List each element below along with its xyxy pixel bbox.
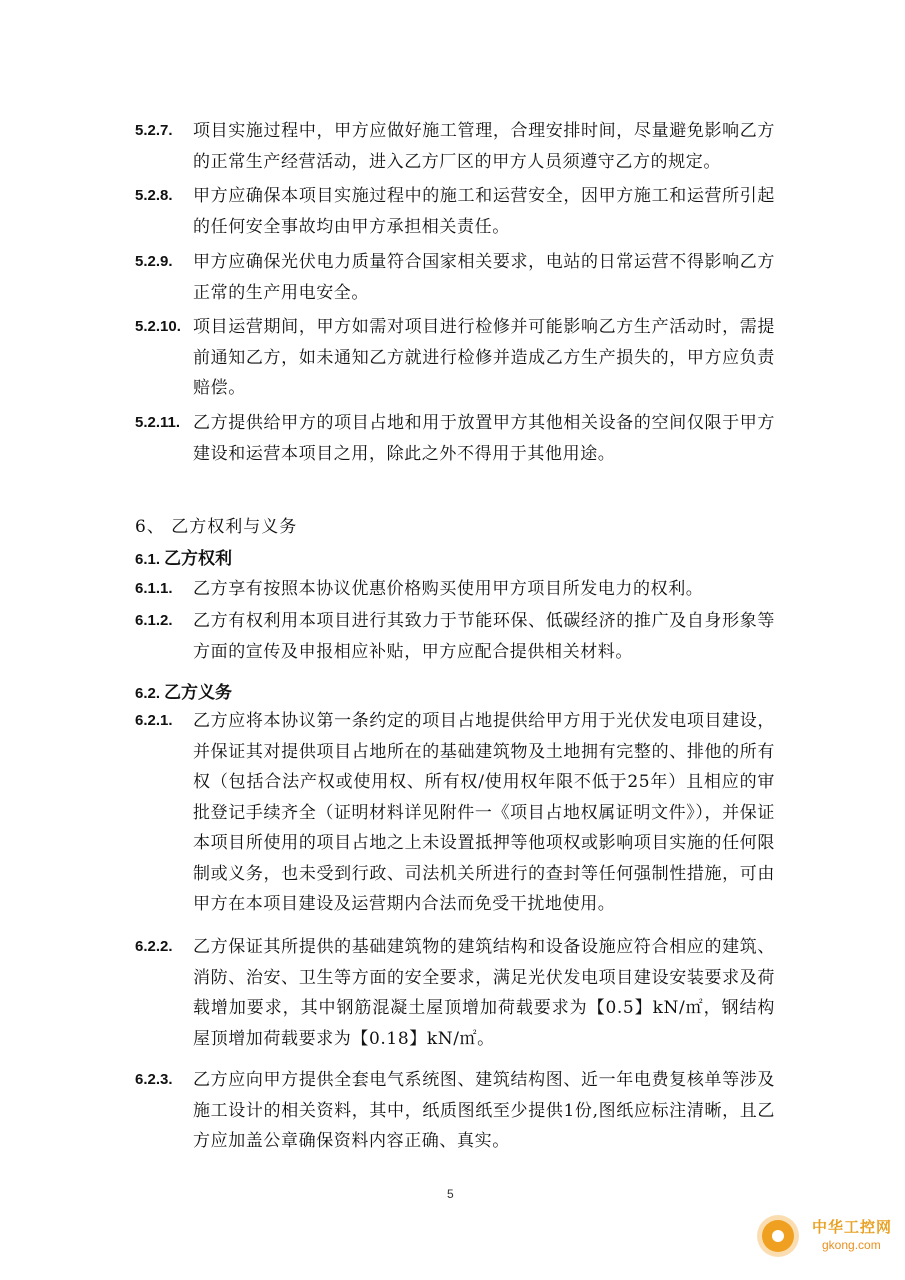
clause-text: 乙方提供给甲方的项目占地和用于放置甲方其他相关设备的空间仅限于甲方建设和运营本项目之用，除此之外不得用于其他用途。 bbox=[193, 413, 775, 464]
clause-5-2-11 bbox=[135, 408, 775, 469]
clause-number: 6.1.1. bbox=[135, 580, 173, 597]
clause-text: 乙方保证其所提供的基础建筑物的建筑结构和设备设施应符合相应的建筑、消防、治安、卫生等方面的安全要求，满足光伏发电项目建设安装要求及荷载增加要求，其中钢筋混凝土屋顶增加荷载要求为【0.5】kN/㎡，钢结构屋顶增加荷载要求为【0.18】kN/㎡。 bbox=[193, 937, 775, 1049]
clause-number: 5.2.7. bbox=[135, 122, 173, 139]
clause-5-2-9 bbox=[135, 247, 775, 308]
clause-6-1-2 bbox=[135, 606, 775, 667]
clause-text: 乙方应将本协议第一条约定的项目占地提供给甲方用于光伏发电项目建设，并保证其对提供项目占地所在的基础建筑物及土地拥有完整的、排他的所有权（包括合法产权或使用权、所有权/使用权年限不低于25年）且相应的审批登记手续齐全（证明材料详见附件一《项目占地权属证明文件》），并保证本项目所使用的项目占地之上未设置抵押等他项权或影响项目实施的任何限制或义务，也未受到行政、司法机关所进行的查封等任何强制性措施，可由甲方在本项目建设及运营期内合法而免受干扰地使用。 bbox=[193, 711, 775, 914]
clause-number: 5.2.9. bbox=[135, 253, 173, 270]
clause-number: 5.2.11. bbox=[135, 414, 181, 431]
clause-number: 6.2.3. bbox=[135, 1071, 173, 1088]
gear-logo-icon bbox=[762, 1220, 794, 1252]
clause-text: 甲方应确保本项目实施过程中的施工和运营安全，因甲方施工和运营所引起的任何安全事故均由甲方承担相关责任。 bbox=[193, 186, 775, 237]
clause-5-2-8 bbox=[135, 181, 775, 242]
clause-text: 甲方应确保光伏电力质量符合国家相关要求，电站的日常运营不得影响乙方正常的生产用电安全。 bbox=[193, 252, 775, 303]
clause-6-1-1 bbox=[135, 574, 775, 605]
clause-6-2-2 bbox=[135, 932, 775, 1054]
subsection-number: 6.1. bbox=[135, 551, 161, 568]
clause-text: 乙方应向甲方提供全套电气系统图、建筑结构图、近一年电费复核单等涉及施工设计的相关资料，其中，纸质图纸至少提供1份,图纸应标注清晰，且乙方应加盖公章确保资料内容正确、真实。 bbox=[193, 1070, 775, 1151]
clause-number: 6.2.2. bbox=[135, 938, 173, 955]
clause-number: 5.2.8. bbox=[135, 187, 173, 204]
clause-text: 项目运营期间，甲方如需对项目进行检修并可能影响乙方生产活动时，需提前通知乙方，如未通知乙方就进行检修并造成乙方生产损失的，甲方应负责赔偿。 bbox=[193, 317, 775, 398]
site-watermark bbox=[762, 1214, 897, 1262]
subsection-title: 乙方权利 bbox=[164, 549, 233, 569]
subsection-6-1-heading bbox=[135, 544, 232, 569]
clause-text: 项目实施过程中，甲方应做好施工管理，合理安排时间，尽量避免影响乙方的正常生产经营活动，进入乙方厂区的甲方人员须遵守乙方的规定。 bbox=[193, 121, 775, 172]
subsection-title: 乙方义务 bbox=[164, 683, 233, 703]
subsection-6-2-heading bbox=[135, 678, 232, 703]
clause-number: 6.1.2. bbox=[135, 612, 173, 629]
clause-text: 乙方享有按照本协议优惠价格购买使用甲方项目所发电力的权利。 bbox=[193, 579, 704, 599]
clause-5-2-10 bbox=[135, 312, 775, 404]
subsection-number: 6.2. bbox=[135, 685, 161, 702]
watermark-domain: gkong.com bbox=[822, 1238, 881, 1252]
page-number: 5 bbox=[447, 1187, 454, 1201]
clause-number: 6.2.1. bbox=[135, 712, 173, 729]
clause-6-2-3 bbox=[135, 1065, 775, 1157]
clause-number: 5.2.10. bbox=[135, 318, 181, 335]
clause-5-2-7 bbox=[135, 116, 775, 177]
clause-text: 乙方有权利用本项目进行其致力于节能环保、低碳经济的推广及自身形象等方面的宣传及申报相应补贴，甲方应配合提供相关材料。 bbox=[193, 611, 775, 662]
watermark-title: 中华工控网 bbox=[812, 1218, 893, 1236]
clause-6-2-1 bbox=[135, 706, 775, 920]
section-6-title: 6、 乙方权利与义务 bbox=[135, 517, 298, 537]
